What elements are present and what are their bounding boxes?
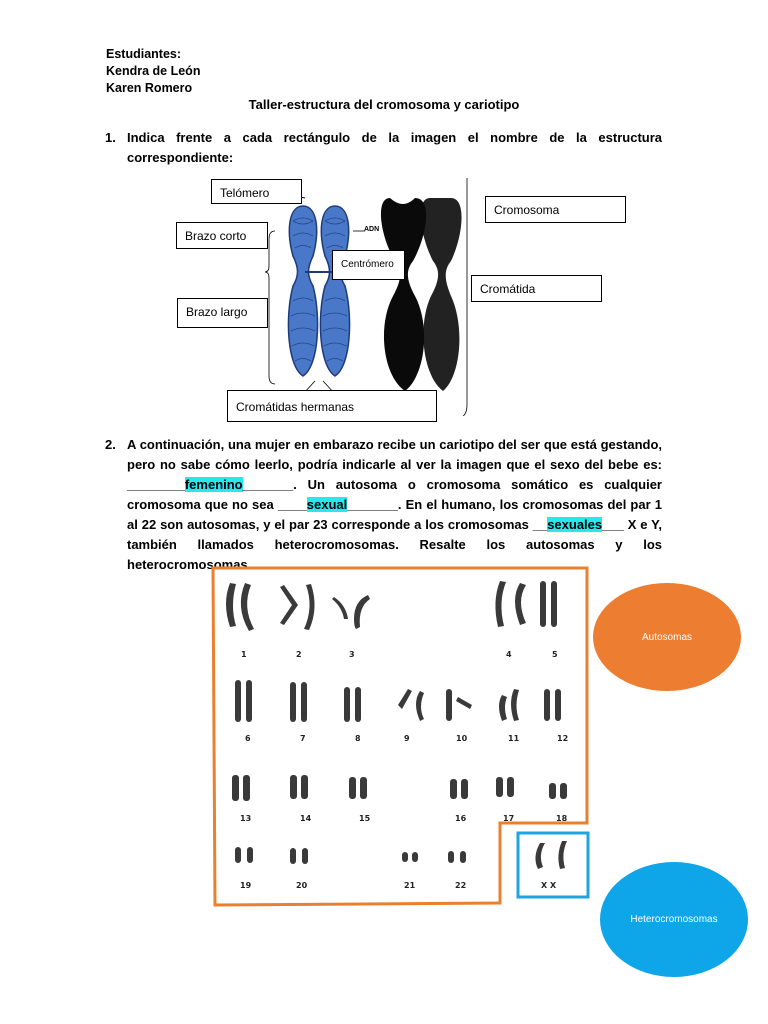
label-telomero: Telómero [211,179,302,204]
karyotype-label: 11 [508,734,520,743]
karyotype-label: 6 [245,734,251,743]
question-1-text: Indica frente a cada rectángulo de la imagen el nombre de la estructura correspondiente: [127,130,662,165]
answer-sex: femenino [184,477,243,492]
heterocromosomas-label: Heterocromosomas [630,914,718,925]
label-cromatida: Cromátida [471,275,602,302]
question-2-text-part-1: A continuación, una mujer en embarazo recibe un cariotipo del ser que está gestando, pero no sabe cómo leerlo, podría indicarle al ver la imagen que el sexo del bebe es: ________ [127,437,662,492]
autosomas-label: Autosomas [641,631,693,643]
karyotype-label: 17 [503,814,515,823]
answer-autosome: sexual [306,497,348,512]
student-name-2: Karen Romero [106,81,193,95]
chromosome-diagram [175,176,475,416]
question-1 [105,128,662,168]
answer-sex-chromosomes: sexuales [547,517,603,532]
karyotype-label: 4 [506,650,512,659]
student-name-1: Kendra de León [106,64,201,78]
question-2-number: 2. [105,437,116,452]
karyotype-label: 14 [300,814,312,823]
karyotype-label: 9 [404,734,410,743]
karyotype-label: 15 [359,814,371,823]
karyotype-label: 5 [552,650,558,659]
karyotype-label: 7 [300,734,306,743]
karyotype-image [210,565,595,910]
karyotype-label: 13 [240,814,252,823]
question-2-text-part-2: _______. Un autosoma o cromosoma somático es cualquier cromosoma que no sea ____ [127,477,662,512]
karyotype-label: 21 [404,881,416,890]
karyotype-label: 8 [355,734,361,743]
karyotype-label: 22 [455,881,467,890]
karyotype-label: 19 [240,881,252,890]
heterocromosomas-bubble [600,862,748,977]
karyotype-label: 20 [296,881,308,890]
question-2 [105,435,662,575]
question-2-text-part-3: _______. En el humano, los cromosomas del par 1 al 22 son autosomas, y el par 23 corresponde a los cromosomas __ [127,497,662,532]
question-1-number: 1. [105,130,116,145]
karyotype-label: 18 [556,814,568,823]
label-brazo-corto: Brazo corto [176,222,268,249]
karyotype-label: 3 [349,650,355,659]
label-brazo-largo: Brazo largo [177,298,268,328]
karyotype-label: 2 [296,650,302,659]
karyotype-label: 12 [557,734,569,743]
autosomas-bubble [593,583,741,691]
karyotype-label: 16 [455,814,467,823]
page-title: Taller-estructura del cromosoma y cariotipo [248,97,520,112]
label-cromatidas-hermanas: Cromátidas hermanas [227,390,437,422]
karyotype-label: X X [541,881,557,890]
students-label: Estudiantes: [106,47,182,61]
question-2-text-part-4: ___ X e Y, también llamados heterocromosomas. Resalte los autosomas y los heterocromosomas. [127,517,662,572]
label-adn: ADN [364,226,380,233]
label-cromosoma: Cromosoma [485,196,626,223]
karyotype-label: 1 [241,650,247,659]
karyotype-label: 10 [456,734,468,743]
label-centromero: Centrómero [332,250,405,280]
